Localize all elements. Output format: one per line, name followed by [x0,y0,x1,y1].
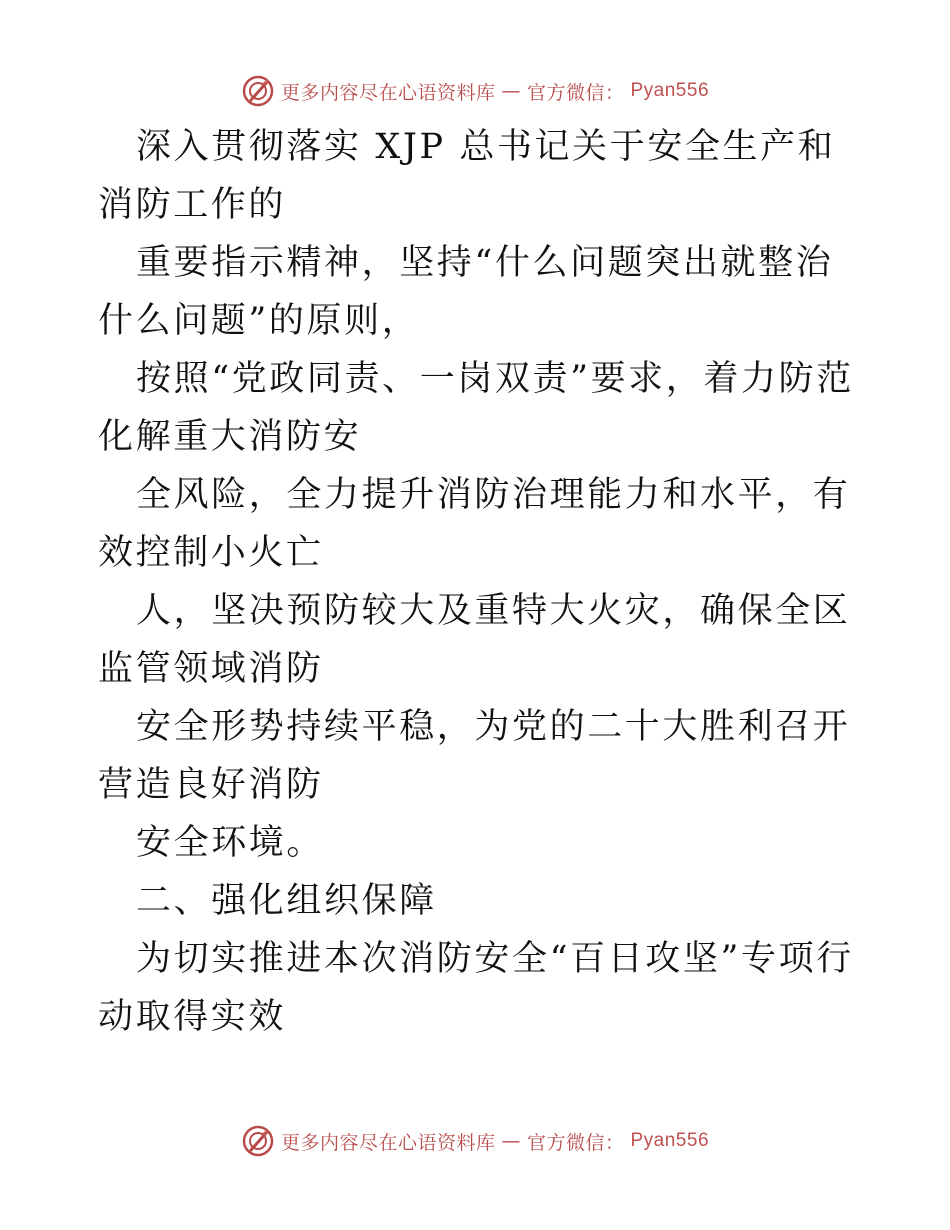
paragraph-3: 按照“党政同责、一岗双责”要求，着力防范化解重大消防安 [98,359,854,457]
paragraph-4: 全风险，全力提升消防治理能力和水平，有效控制小火亡 [98,475,851,573]
watermark-handle: Pyan556 [630,80,710,101]
footer-watermark [0,1124,950,1158]
header-watermark [0,74,950,108]
document-body [98,118,858,1046]
paragraph-2: 重要指示精神，坚持“什么问题突出就整治什么问题”的原则， [98,243,834,341]
watermark-site-text: 更多内容尽在心语资料库 [280,81,496,104]
watermark-site-text: 更多内容尽在心语资料库 [280,1131,496,1154]
section-heading: 二、强化组织保障 [136,881,437,921]
watermark-contact-label: 官方微信： [526,81,625,104]
seal-logo-icon [241,74,275,108]
watermark-contact-label: 官方微信： [526,1131,625,1154]
watermark-separator: — [501,80,521,102]
watermark-separator: — [501,1130,521,1152]
paragraph-5: 人，坚决预防较大及重特大火灾，确保全区监管领域消防 [98,591,851,689]
paragraph-6: 安全形势持续平稳，为党的二十大胜利召开营造良好消防 [98,707,851,805]
paragraph-7: 安全环境。 [136,823,325,863]
paragraph-8: 为切实推进本次消防安全“百日攻坚”专项行动取得实效 [98,939,854,1037]
seal-logo-icon [241,1124,275,1158]
paragraph-1: 深入贯彻落实 XJP 总书记关于安全生产和消防工作的 [98,127,836,225]
watermark-handle: Pyan556 [630,1130,710,1151]
